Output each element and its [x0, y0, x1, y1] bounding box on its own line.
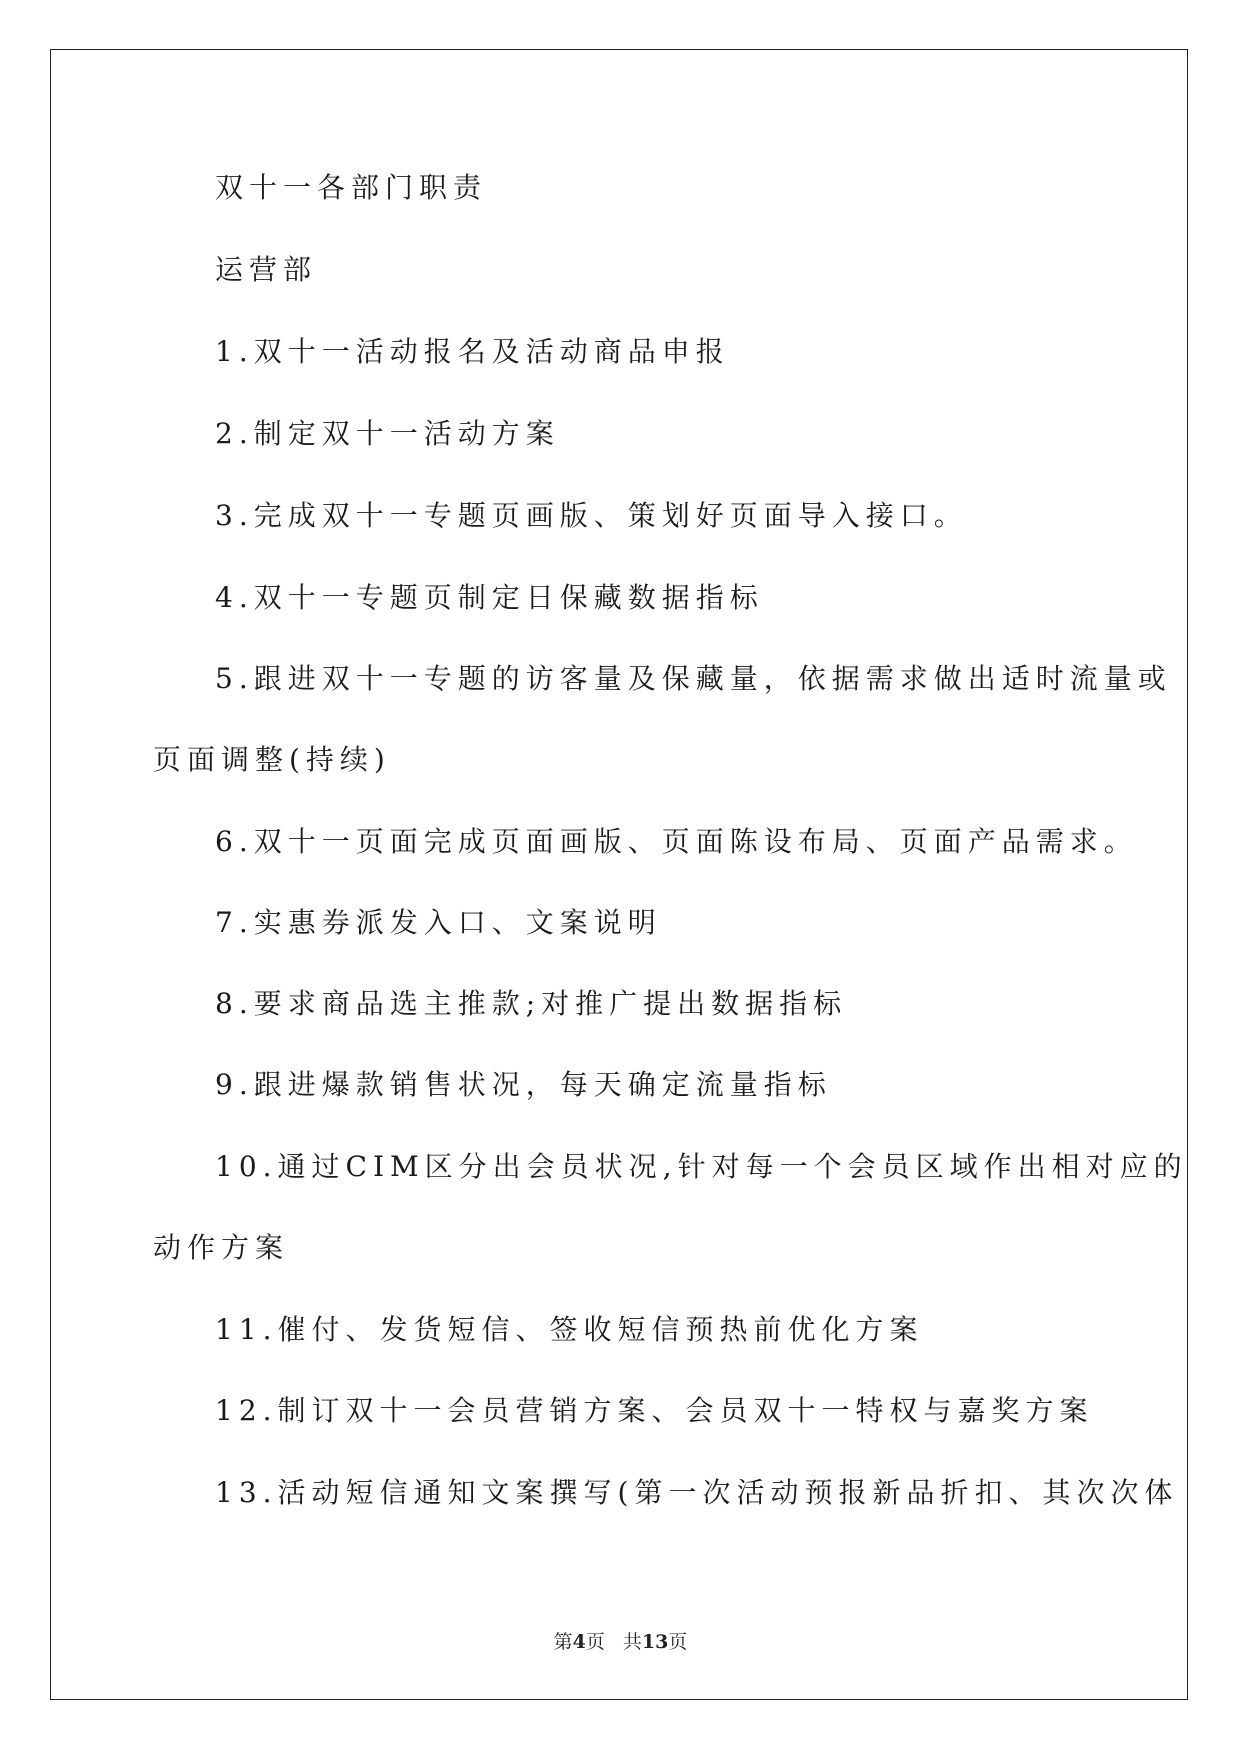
footer-page-unit: 页 [585, 1631, 605, 1653]
footer-total-prefix: 共 [622, 1631, 642, 1653]
list-item: 5.跟进双十一专题的访客量及保藏量，依据需求做出适时流量或 [215, 662, 1172, 695]
list-item: 12.制订双十一会员营销方案、会员双十一特权与嘉奖方案 [215, 1394, 1094, 1427]
list-item: 10.通过CIM区分出会员状况,针对每一个会员区域作出相对应的 [215, 1150, 1188, 1183]
total-page-number: 13 [641, 1631, 669, 1653]
footer-prefix: 第 [553, 1631, 573, 1653]
list-item: 9.跟进爆款销售状况，每天确定流量指标 [215, 1068, 832, 1101]
list-item: 1.双十一活动报名及活动商品申报 [215, 335, 730, 368]
section-heading: 运营部 [215, 253, 318, 286]
list-item: 6.双十一页面完成页面画版、页面陈设布局、页面产品需求。 [215, 825, 1138, 858]
list-item: 11.催付、发货短信、签收短信预热前优化方案 [215, 1313, 924, 1346]
document-title: 双十一各部门职责 [215, 171, 488, 204]
list-item: 4.双十一专题页制定日保藏数据指标 [215, 581, 764, 614]
list-item: 8.要求商品选主推款;对推广提出数据指标 [215, 987, 848, 1020]
list-item: 2.制定双十一活动方案 [215, 417, 560, 450]
list-item-continuation: 页面调整(持续) [153, 743, 391, 776]
page-footer [0, 1627, 1241, 1654]
list-item: 13.活动短信通知文案撰写(第一次活动预报新品折扣、其次次体 [215, 1476, 1179, 1509]
current-page-number: 4 [572, 1631, 586, 1653]
list-item: 7.实惠券派发入口、文案说明 [215, 906, 662, 939]
page-border [50, 49, 1188, 1700]
footer-total-unit: 页 [668, 1631, 688, 1653]
list-item: 3.完成双十一专题页画版、策划好页面导入接口。 [215, 499, 968, 532]
list-item-continuation: 动作方案 [153, 1231, 290, 1264]
